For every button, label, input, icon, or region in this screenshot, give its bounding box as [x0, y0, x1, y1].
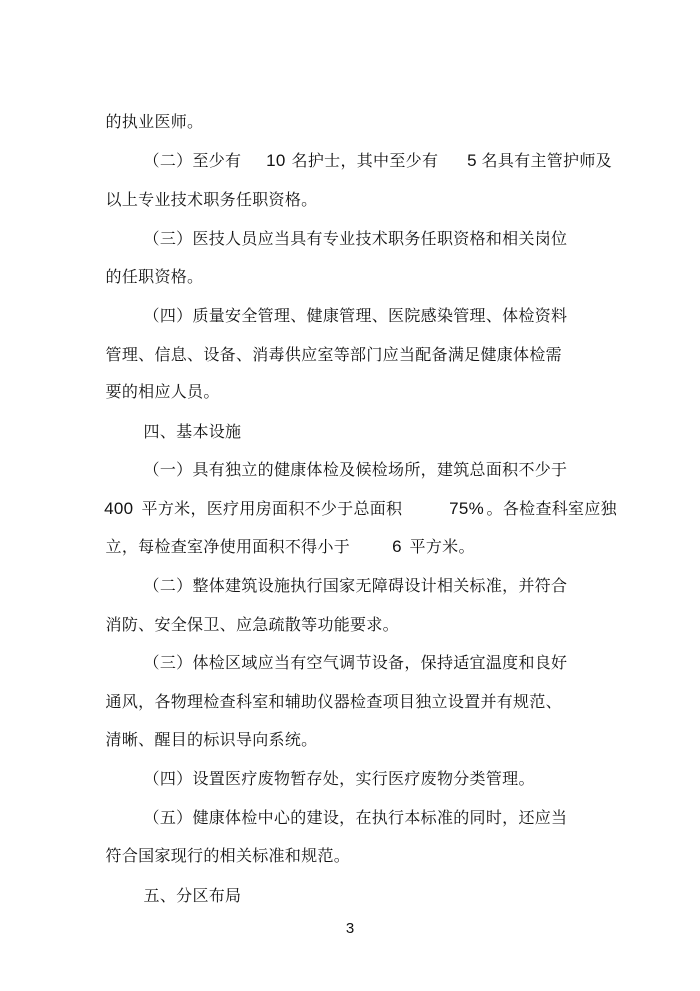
text-span: 名护士，其中至少有 [291, 151, 439, 170]
text-span: （三）体检区域应当有空气调节设备，保持适宜温度和良好 [143, 653, 568, 672]
text-span: 名具有主管护师及 [481, 151, 612, 170]
text-line [460, 131, 612, 191]
text-span: 5 [467, 151, 477, 170]
text-line [465, 479, 617, 539]
page-number: 3 [345, 920, 355, 937]
text-span: （四）设置医疗废物暂存处，实行医疗废物分类管理。 [143, 769, 535, 788]
text-span: 四、基本设施 [143, 422, 242, 441]
text-span: 平方米，医疗用房面积不少于总面积 [141, 499, 403, 518]
text-span: 符合国家现行的相关标准和规范。 [105, 846, 351, 865]
text-span: 管理、信息、设备、消毒供应室等部门应当配备满足健康体检需 [105, 345, 562, 364]
text-span: 立，每检查室净使用面积不得小于 [105, 537, 351, 556]
text-span: （五）健康体检中心的建设，在执行本标准的同时，还应当 [143, 808, 568, 827]
text-span: 要的相应人员。 [105, 382, 220, 401]
text-span: 通风，各物理检查科室和辅助仪器检查项目独立设置并有规范、 [105, 692, 562, 711]
text-span: 的执业医师。 [105, 112, 204, 131]
text-span: 400 [104, 499, 134, 518]
text-span: 10 [266, 151, 286, 170]
text-span: 75% [449, 499, 485, 518]
text-span: （一）具有独立的健康体检及候检场所，建筑总面积不少于 [143, 460, 568, 479]
text-span: （二）至少有 [143, 151, 242, 170]
text-span: （三）医技人员应当具有专业技术职务任职资格和相关岗位 [143, 229, 568, 248]
text-span: 消防、安全保卫、应急疏散等功能要求。 [105, 615, 399, 634]
text-span: 的任职资格。 [105, 267, 204, 286]
text-span: 以上专业技术职务任职资格。 [105, 190, 318, 209]
text-span: （四）质量安全管理、健康管理、医院感染管理、体检资料 [143, 306, 568, 325]
text-span: 平方米。 [409, 537, 475, 556]
text-span: （二）整体建筑设施执行国家无障碍设计相关标准，并符合 [143, 576, 568, 595]
text-span: 6 [392, 537, 402, 556]
text-span: 清晰、醒目的标识导向系统。 [105, 730, 318, 749]
section-heading [122, 866, 241, 926]
text-span: 五、分区布局 [143, 886, 242, 905]
text-span: 。各检查科室应独 [486, 499, 617, 518]
